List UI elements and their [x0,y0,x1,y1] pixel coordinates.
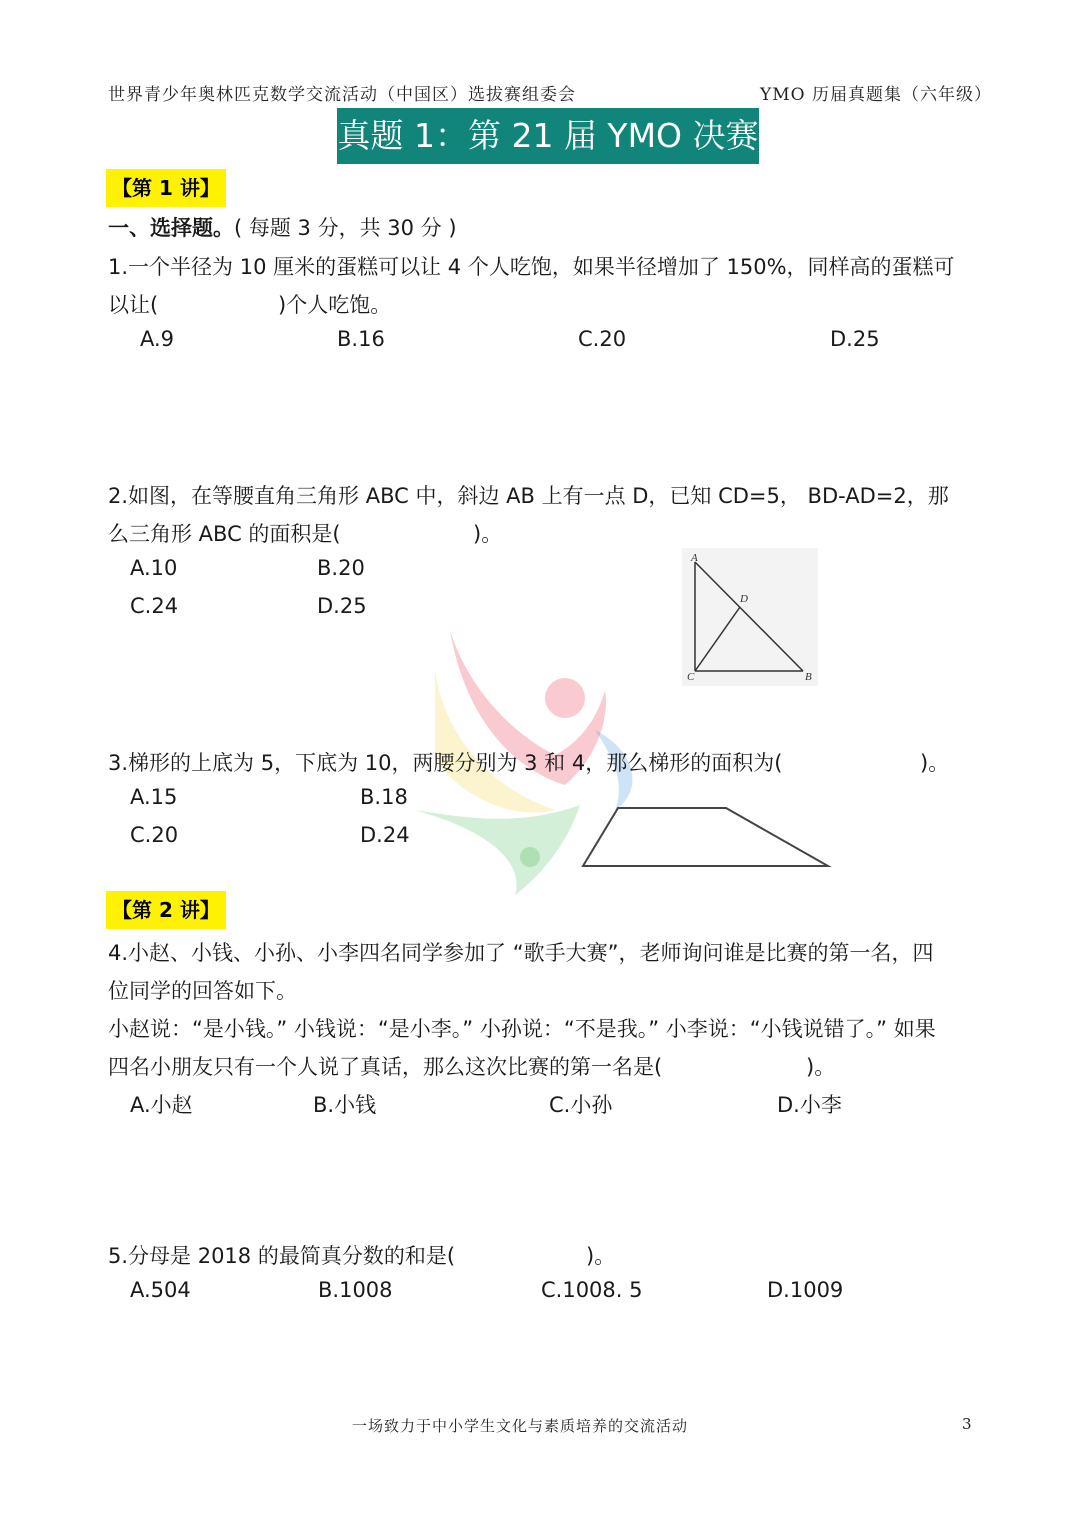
q4-line2: 位同学的回答如下。 [108,979,297,1003]
q4-option-a: A.小赵 [130,1093,193,1117]
q1-line2-end: )个人吃饱。 [278,293,392,317]
q5-line1-end: )。 [586,1244,616,1268]
q4-line4-end: )。 [806,1055,836,1079]
q3-option-b: B.18 [360,785,408,809]
q1-option-b: B.16 [337,327,385,351]
q2-option-a: A.10 [130,556,178,580]
label-d: D [740,593,748,605]
q5-option-a: A.504 [130,1278,191,1302]
label-c: C [687,671,695,683]
trapezoid-figure [578,800,836,872]
page-number: 3 [962,1415,973,1433]
triangle-figure [682,548,818,686]
q4-line3: 小赵说：“是小钱。” 小钱说：“是小李。” 小孙说：“不是我。” 小李说：“小钱说错了。” 如果 [108,1017,936,1041]
q2-option-b: B.20 [317,556,365,580]
section-heading: 一、选择题。 [108,216,234,240]
q1-option-d: D.25 [830,327,880,351]
q2-option-d: D.25 [317,594,367,618]
watermark-yellow-stroke [435,670,555,813]
q1-line2-start: 以让( [108,293,159,317]
q3-option-a: A.15 [130,785,178,809]
q2-line1: 2.如图，在等腰直角三角形 ABC 中，斜边 AB 上有一点 D，已知 CD=5， BD-AD=2，那 [108,484,949,508]
q2-option-c: C.24 [130,594,179,618]
label-b: B [805,671,812,683]
header-left: 世界青少年奥林匹克数学交流活动（中国区）选拔赛组委会 [108,85,576,105]
q2-line2-start: 么三角形 ABC 的面积是( [108,522,341,546]
q4-option-c: C.小孙 [549,1093,613,1117]
watermark-green-stroke [415,805,580,895]
header-right: YMO 历届真题集（六年级） [760,85,992,105]
footer-text: 一场致力于中小学生文化与素质培养的交流活动 [352,1417,689,1435]
page-title: 真题 1：第 21 届 YMO 决赛 [337,108,759,164]
trapezoid-shape [583,808,828,866]
q4-option-b: B.小钱 [313,1093,377,1117]
q4-line1: 4.小赵、小钱、小孙、小李四名同学参加了 “歌手大赛”，老师询问谁是比赛的第一名，四 [108,941,934,965]
q4-option-d: D.小李 [777,1093,842,1117]
q1-option-a: A.9 [140,327,175,351]
q3-line1-end: )。 [920,751,950,775]
section-note: ( 每题 3 分，共 30 分 ) [234,216,457,240]
q3-option-c: C.20 [130,823,179,847]
q1-line1: 1.一个半径为 10 厘米的蛋糕可以让 4 个人吃饱，如果半径增加了 150%，同样高的蛋糕可 [108,255,955,279]
q2-line2-end: )。 [473,522,503,546]
q5-line1-start: 5.分母是 2018 的最简真分数的和是( [108,1244,456,1268]
q4-line4-start: 四名小朋友只有一个人说了真话，那么这次比赛的第一名是( [108,1055,663,1079]
watermark-dot [520,847,540,867]
q1-option-c: C.20 [578,327,627,351]
lecture-1-badge: 【第 1 讲】 [106,169,226,207]
label-a: A [691,552,698,564]
q3-line1-start: 3.梯形的上底为 5，下底为 10，两腰分别为 3 和 4，那么梯形的面积为( [108,751,783,775]
q5-option-b: B.1008 [318,1278,393,1302]
q5-option-c: C.1008. 5 [541,1278,643,1302]
q3-option-d: D.24 [360,823,410,847]
lecture-2-badge: 【第 2 讲】 [106,891,226,929]
q5-option-d: D.1009 [767,1278,844,1302]
watermark-head-circle [545,678,585,718]
